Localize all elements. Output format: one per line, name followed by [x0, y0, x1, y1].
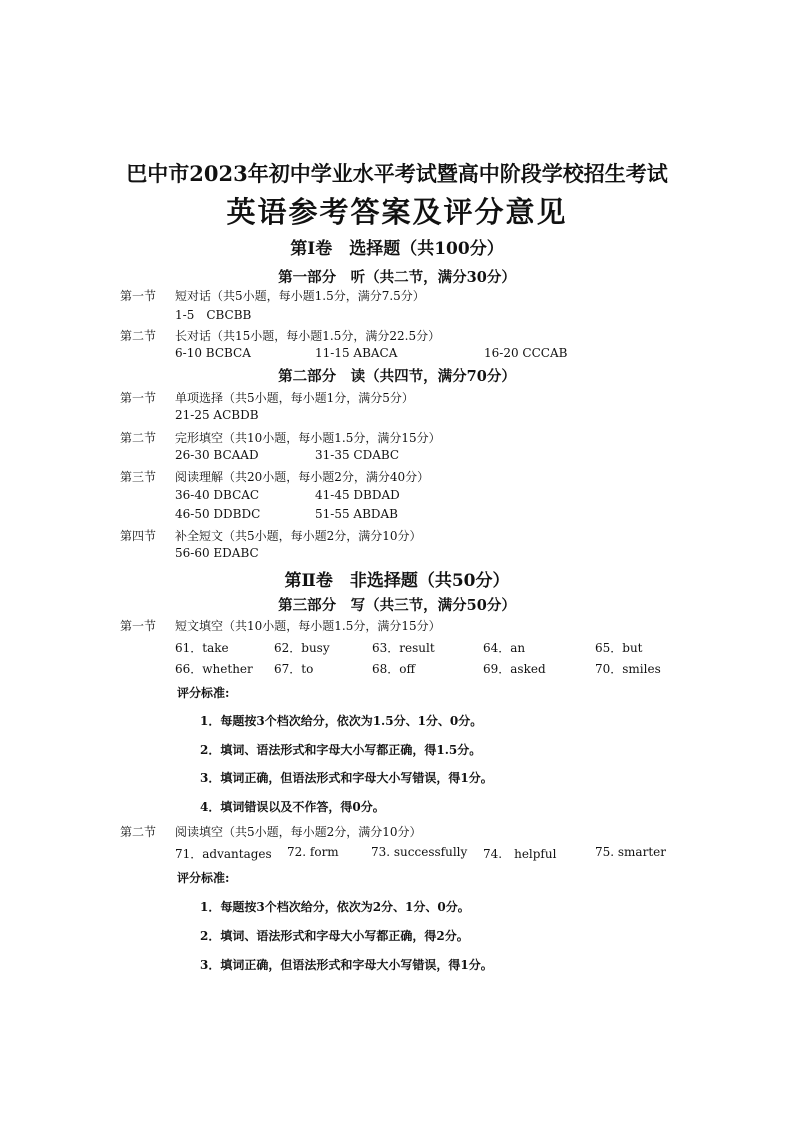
section-label: 第四节 — [120, 529, 157, 543]
section-desc: 短对话（共5小题，每小题1.5分，满分7.5分） — [175, 289, 425, 303]
section-label: 第一节 — [120, 289, 157, 303]
answer-item: 63．result — [372, 641, 435, 655]
answer-item: 75. smarter — [595, 845, 666, 859]
answer-item: 69．asked — [483, 662, 546, 676]
answer-group: 56-60 EDABC — [175, 546, 259, 560]
section-label: 第二节 — [120, 431, 157, 445]
criteria-rule: 1．每题按3个档次给分，依次为1.5分、1分、0分。 — [200, 714, 483, 728]
answer-item: 68．off — [372, 662, 416, 676]
criteria-title: 评分标准: — [177, 686, 230, 700]
section-desc: 完形填空（共10小题，每小题1.5分，满分15分） — [175, 431, 441, 445]
part-2-title: 第二部分 读（共四节，满分70分） — [278, 368, 516, 385]
answer-item: 73. successfully — [371, 845, 468, 859]
answer-item: 61．take — [175, 641, 229, 655]
section-desc: 短文填空（共10小题，每小题1.5分，满分15分） — [175, 619, 441, 633]
part-1-title: 第一部分 听（共二节，满分30分） — [278, 269, 516, 286]
criteria-rule: 3．填词正确，但语法形式和字母大小写错误，得1分。 — [200, 958, 493, 972]
document-subtitle: 英语参考答案及评分意见 — [226, 195, 568, 229]
answer-group: 16-20 CCCAB — [484, 346, 568, 360]
criteria-rule: 4．填词错误以及不作答，得0分。 — [200, 800, 385, 814]
answer-group: 31-35 CDABC — [315, 448, 400, 462]
criteria-rule: 1．每题按3个档次给分，依次为2分、1分、0分。 — [200, 900, 470, 914]
answer-group: 46-50 DDBDC — [175, 507, 261, 521]
answer-item: 67．to — [274, 662, 314, 676]
answer-group: 21-25 ACBDB — [175, 408, 259, 422]
answer-group: 11-15 ABACA — [315, 346, 398, 360]
answer-group: 1-5 CBCBB — [175, 308, 252, 322]
volume-1-title: 第Ⅰ卷 选择题（共100分） — [290, 239, 504, 259]
answer-item: 62．busy — [274, 641, 330, 655]
part-3-title: 第三部分 写（共三节，满分50分） — [278, 597, 516, 614]
criteria-rule: 2．填词、语法形式和字母大小写都正确，得2分。 — [200, 929, 469, 943]
answer-item: 74. helpful — [483, 847, 557, 861]
answer-item: 64．an — [483, 641, 526, 655]
answer-item: 66．whether — [175, 662, 253, 676]
section-label: 第一节 — [120, 619, 157, 633]
section-label: 第二节 — [120, 329, 157, 343]
answer-item: 70．smiles — [595, 662, 661, 676]
answer-group: 6-10 BCBCA — [175, 346, 251, 360]
answer-group: 26-30 BCAAD — [175, 448, 259, 462]
criteria-rule: 2．填词、语法形式和字母大小写都正确，得1.5分。 — [200, 743, 482, 757]
document-title: 巴中市2023年初中学业水平考试暨高中阶段学校招生考试 — [126, 161, 668, 186]
answer-item: 72. form — [287, 845, 339, 859]
answer-group: 51-55 ABDAB — [315, 507, 398, 521]
answer-item: 65．but — [595, 641, 643, 655]
section-desc: 补全短文（共5小题，每小题2分，满分10分） — [175, 529, 422, 543]
criteria-rule: 3．填词正确，但语法形式和字母大小写错误，得1分。 — [200, 771, 493, 785]
criteria-title: 评分标准: — [177, 871, 230, 885]
volume-2-title: 第Ⅱ卷 非选择题（共50分） — [284, 571, 510, 591]
answer-group: 41-45 DBDAD — [315, 488, 400, 502]
section-desc: 阅读理解（共20小题，每小题2分，满分40分） — [175, 470, 430, 484]
section-desc: 单项选择（共5小题，每小题1分，满分5分） — [175, 391, 414, 405]
section-desc: 长对话（共15小题，每小题1.5分，满分22.5分） — [175, 329, 441, 343]
answer-item: 71．advantages — [175, 847, 272, 861]
section-label: 第一节 — [120, 391, 157, 405]
section-label: 第三节 — [120, 470, 157, 484]
section-label: 第二节 — [120, 825, 157, 839]
section-desc: 阅读填空（共5小题，每小题2分，满分10分） — [175, 825, 422, 839]
answer-group: 36-40 DBCAC — [175, 488, 260, 502]
